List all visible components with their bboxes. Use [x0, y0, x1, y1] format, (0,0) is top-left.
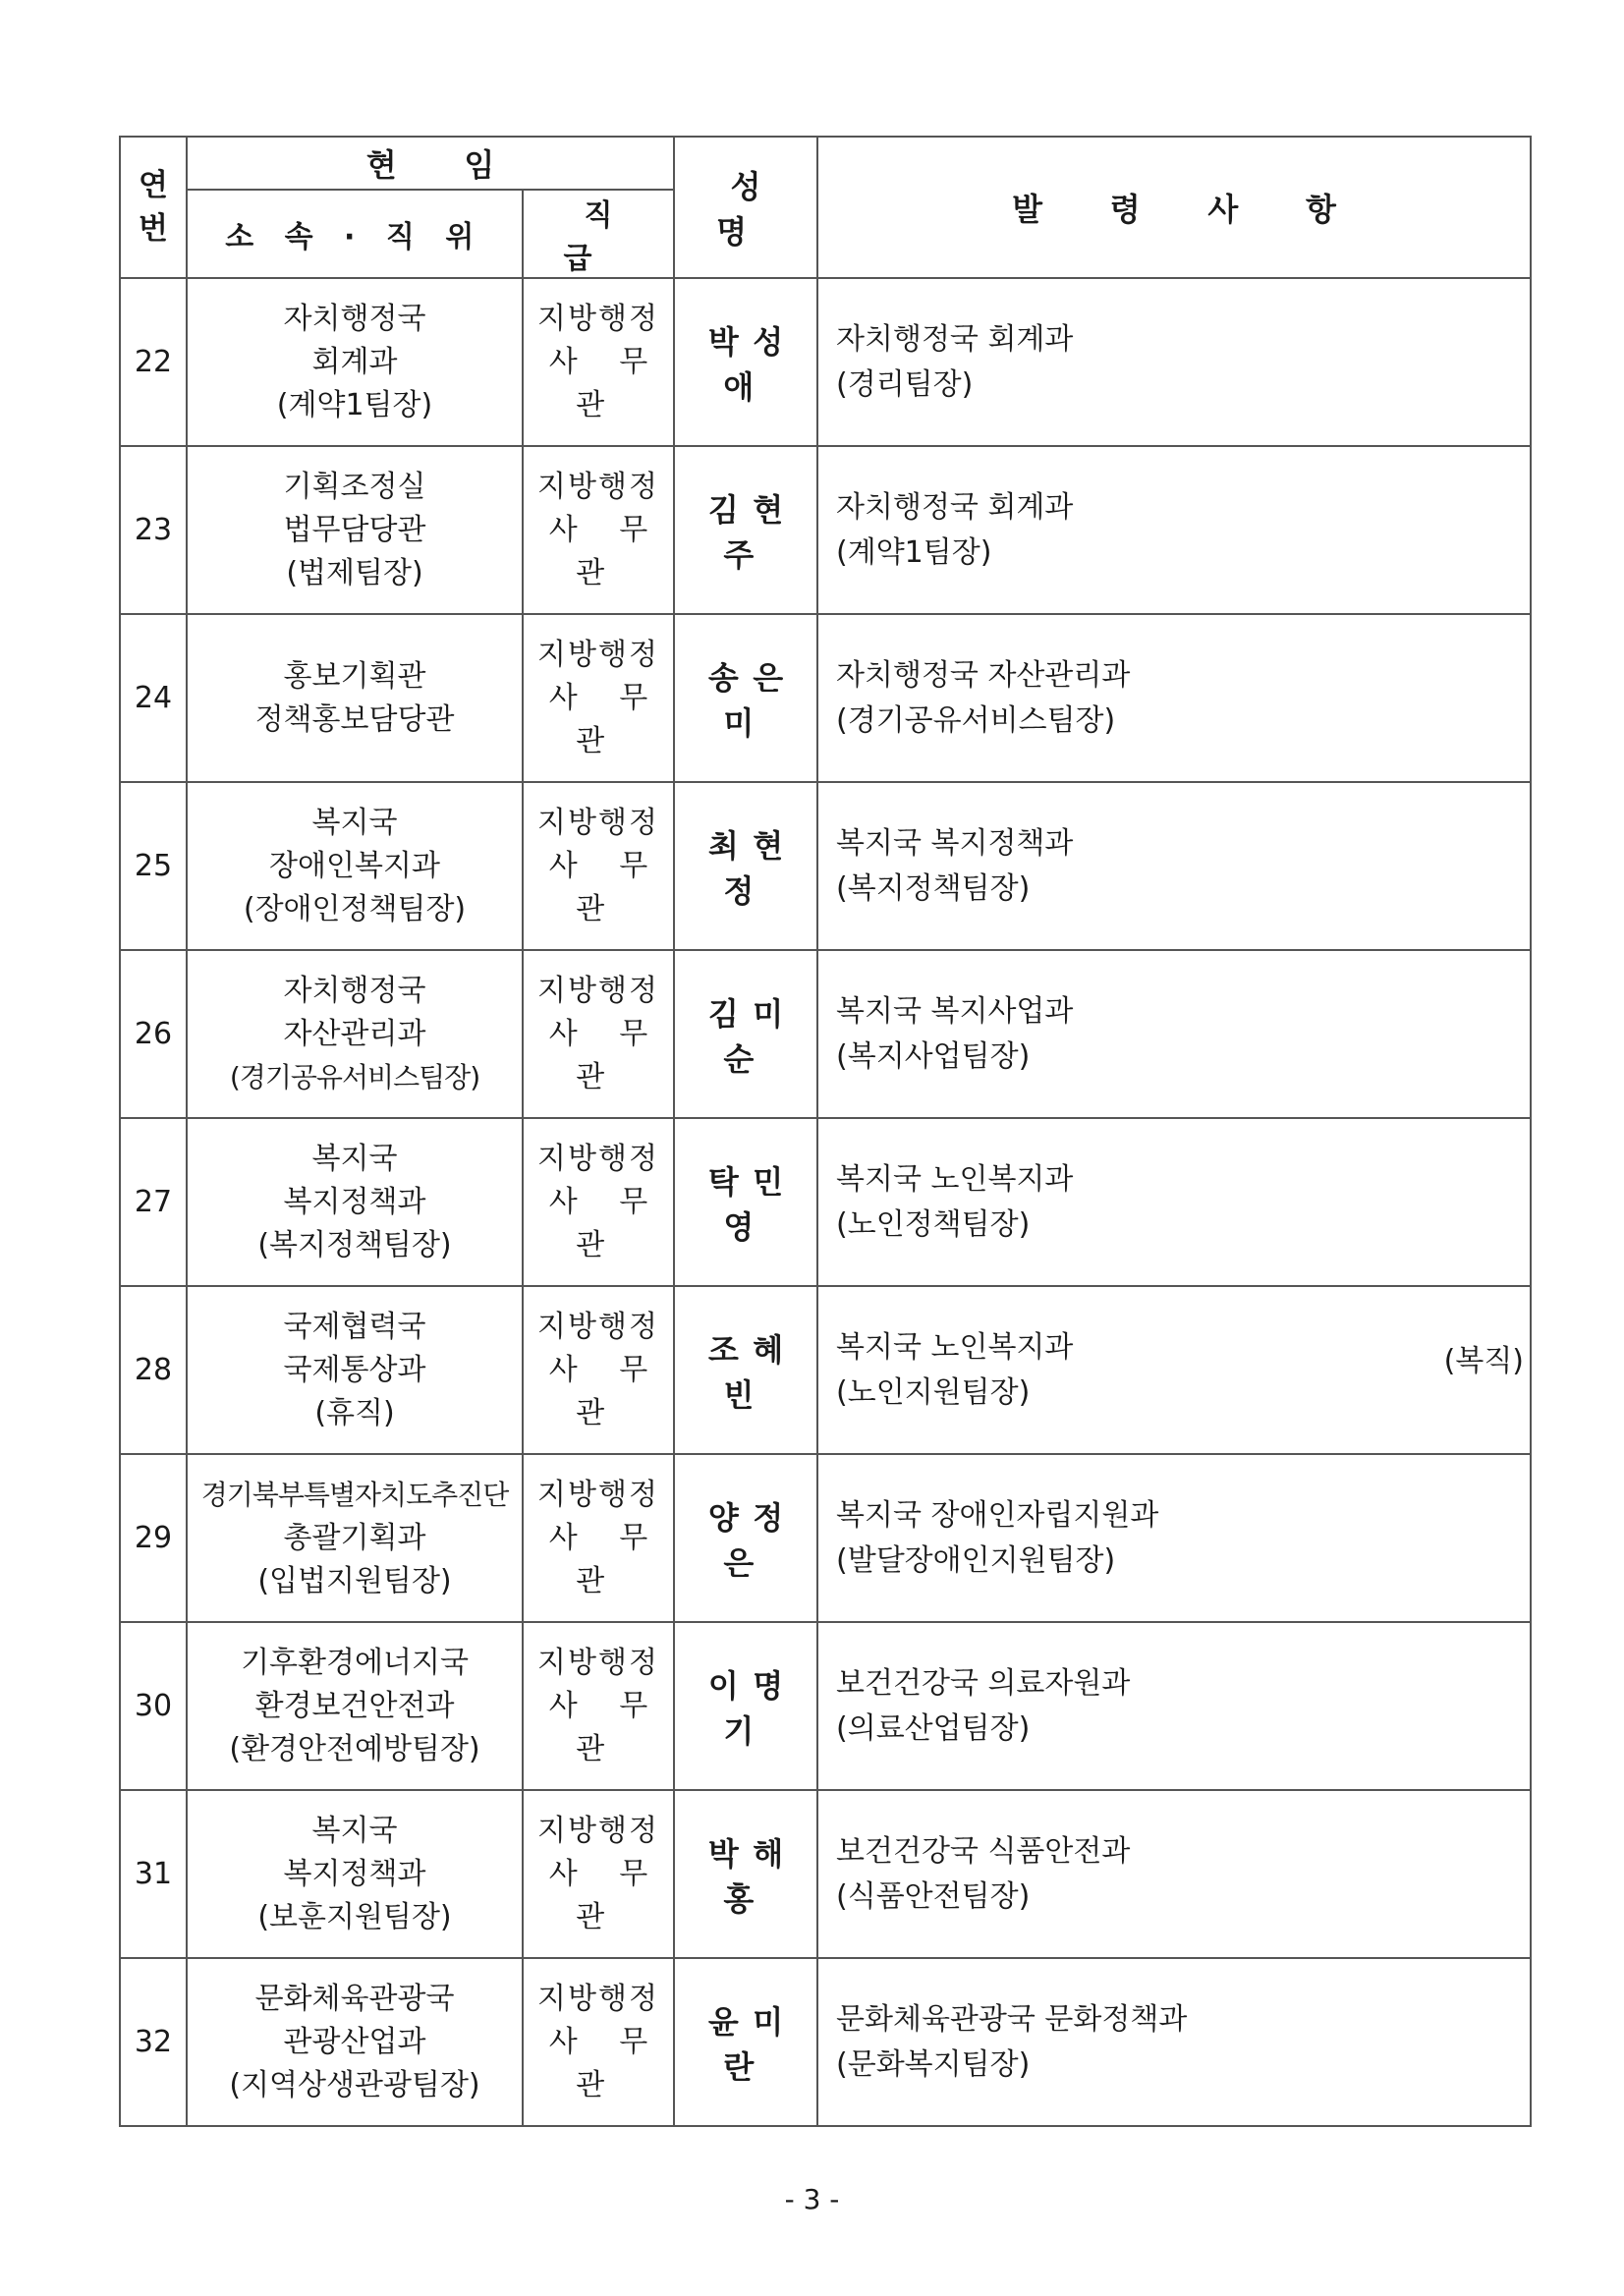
org-line: 기후환경에너지국: [241, 1645, 469, 1680]
grade: [523, 950, 674, 1118]
appointment-line: 복지국 복지사업과: [836, 993, 1074, 1029]
grade: [523, 446, 674, 614]
appointment-line: (노인정책팀장): [836, 1206, 1031, 1242]
org-line: 홍보기획관: [283, 658, 426, 694]
org-line: 장애인복지과: [269, 848, 440, 883]
org-line: 복지국: [311, 1141, 398, 1176]
appointment-line: 복지국 노인복지과: [836, 1329, 1074, 1365]
grade-line-2: 사 무 관: [548, 2024, 664, 2102]
seq-number: 29: [120, 1454, 187, 1622]
person-name: 김현주: [674, 446, 817, 614]
grade-line-1: 지방행정: [537, 1645, 659, 1680]
table-row: [120, 1958, 1531, 2126]
org-line: 복지국: [311, 1813, 398, 1848]
org-line: 복지정책과: [283, 1184, 426, 1219]
org-line: 복지국: [311, 805, 398, 840]
appointment: [817, 446, 1531, 614]
table-row: [120, 1118, 1531, 1286]
person-name: 최현정: [674, 782, 817, 950]
appointment-line: (식품안전팀장): [836, 1878, 1031, 1914]
grade: [523, 1118, 674, 1286]
current-affiliation: [187, 950, 523, 1118]
org-line: (환경안전예방팀장): [229, 1731, 480, 1766]
header-seq: 연 번: [120, 137, 187, 278]
grade-line-2: 사 무 관: [548, 1856, 664, 1934]
grade-line-1: 지방행정: [537, 1813, 659, 1848]
header-affiliation: 소 속 · 직 위: [187, 190, 523, 278]
table-row: [120, 1454, 1531, 1622]
appointment-line: 복지국 복지정책과: [836, 825, 1074, 861]
seq-number: 30: [120, 1622, 187, 1790]
appointment-line: (의료산업팀장): [836, 1710, 1031, 1746]
person-name: 송은미: [674, 614, 817, 782]
org-line: 정책홍보담당관: [254, 701, 455, 737]
grade: [523, 782, 674, 950]
grade: [523, 1622, 674, 1790]
appointment-line: 자치행정국 회계과: [836, 489, 1074, 525]
org-line: 국제협력국: [283, 1309, 426, 1344]
org-line: (복지정책팀장): [257, 1227, 452, 1262]
grade-line-1: 지방행정: [537, 1309, 659, 1344]
grade-line-2: 사 무 관: [548, 344, 664, 422]
table-row: [120, 1790, 1531, 1958]
appointment-line: 보건건강국 식품안전과: [836, 1833, 1131, 1869]
appointment-line: (발달장애인지원팀장): [836, 1542, 1116, 1578]
org-line: 법무담당관: [283, 512, 426, 547]
grade-line-2: 사 무 관: [548, 1016, 664, 1094]
org-line: 국제통상과: [283, 1352, 426, 1387]
table-row: [120, 446, 1531, 614]
appointment-line: (경기공유서비스팀장): [836, 702, 1116, 738]
grade: [523, 1286, 674, 1454]
table-row: [120, 614, 1531, 782]
appointment-line: (노인지원팀장): [836, 1374, 1031, 1410]
table-row: [120, 1286, 1531, 1454]
appointment-line: (경리팀장): [836, 366, 974, 402]
appointment-note: (복직): [1443, 1343, 1525, 1378]
person-name: 윤미란: [674, 1958, 817, 2126]
org-line: 총괄기획과: [283, 1520, 426, 1555]
appointment-line: (계약1팀장): [836, 534, 992, 570]
org-line: (보훈지원팀장): [257, 1899, 452, 1934]
org-line: (경기공유서비스팀장): [229, 1060, 480, 1093]
appointment: [817, 1454, 1531, 1622]
org-line: 문화체육관광국: [254, 1981, 455, 2016]
org-line: (휴직): [314, 1395, 395, 1430]
appointment: [817, 278, 1531, 446]
grade-line-2: 사 무 관: [548, 512, 664, 590]
current-affiliation: [187, 1454, 523, 1622]
org-line: 복지정책과: [283, 1856, 426, 1891]
appointment: [817, 1286, 1531, 1454]
grade-line-2: 사 무 관: [548, 848, 664, 926]
org-line: 경기북부특별자치도추진단: [200, 1478, 509, 1511]
org-line: (장애인정책팀장): [243, 891, 467, 926]
person-name: 박해홍: [674, 1790, 817, 1958]
grade-line-1: 지방행정: [537, 1141, 659, 1176]
appointment: [817, 614, 1531, 782]
seq-number: 32: [120, 1958, 187, 2126]
org-line: (법제팀장): [286, 555, 423, 590]
grade: [523, 1790, 674, 1958]
header-grade: 직 급: [523, 190, 674, 278]
org-line: 자치행정국: [283, 301, 426, 336]
appointment: [817, 950, 1531, 1118]
grade-line-1: 지방행정: [537, 973, 659, 1008]
appointment-line: (복지사업팀장): [836, 1038, 1031, 1074]
org-line: 환경보건안전과: [254, 1688, 455, 1723]
grade-line-2: 사 무 관: [548, 1688, 664, 1766]
current-affiliation: [187, 1622, 523, 1790]
personnel-table: [119, 136, 1532, 2127]
grade-line-2: 사 무 관: [548, 1184, 664, 1262]
org-line: 기획조정실: [283, 469, 426, 504]
current-affiliation: [187, 782, 523, 950]
appointment-line: 보건건강국 의료자원과: [836, 1665, 1131, 1701]
seq-number: 31: [120, 1790, 187, 1958]
seq-number: 23: [120, 446, 187, 614]
grade: [523, 278, 674, 446]
appointment: [817, 1790, 1531, 1958]
grade: [523, 614, 674, 782]
header-current: 현 임: [187, 137, 674, 190]
grade-line-2: 사 무 관: [548, 680, 664, 758]
table-row: [120, 950, 1531, 1118]
appointment: [817, 1118, 1531, 1286]
grade-line-1: 지방행정: [537, 469, 659, 504]
seq-number: 24: [120, 614, 187, 782]
grade-line-2: 사 무 관: [548, 1352, 664, 1430]
grade-line-2: 사 무 관: [548, 1520, 664, 1598]
header-appointment: 발 령 사 항: [817, 137, 1531, 278]
seq-number: 26: [120, 950, 187, 1118]
appointment-line: 복지국 노인복지과: [836, 1161, 1074, 1197]
seq-number: 25: [120, 782, 187, 950]
appointment-line: (문화복지팀장): [836, 2046, 1031, 2082]
current-affiliation: [187, 1958, 523, 2126]
appointment-line: 복지국 장애인자립지원과: [836, 1497, 1159, 1533]
appointment-line: (복지정책팀장): [836, 870, 1031, 906]
appointment: [817, 1958, 1531, 2126]
org-line: 자산관리과: [283, 1016, 426, 1051]
grade-line-1: 지방행정: [537, 805, 659, 840]
table-row: [120, 278, 1531, 446]
grade-line-1: 지방행정: [537, 1477, 659, 1512]
header-row-1: [120, 137, 1531, 190]
person-name: 탁민영: [674, 1118, 817, 1286]
person-name: 조혜빈: [674, 1286, 817, 1454]
person-name: 박성애: [674, 278, 817, 446]
seq-number: 27: [120, 1118, 187, 1286]
current-affiliation: [187, 614, 523, 782]
current-affiliation: [187, 1286, 523, 1454]
person-name: 양정은: [674, 1454, 817, 1622]
appointment: [817, 1622, 1531, 1790]
seq-number: 28: [120, 1286, 187, 1454]
org-line: (계약1팀장): [276, 387, 433, 422]
current-affiliation: [187, 278, 523, 446]
grade: [523, 1454, 674, 1622]
grade-line-1: 지방행정: [537, 301, 659, 336]
appointment-line: 문화체육관광국 문화정책과: [836, 2001, 1188, 2037]
org-line: 관광산업과: [283, 2024, 426, 2059]
appointment-line: 자치행정국 회계과: [836, 321, 1074, 357]
table-row: [120, 782, 1531, 950]
appointment: [817, 782, 1531, 950]
person-name: 이명기: [674, 1622, 817, 1790]
current-affiliation: [187, 1118, 523, 1286]
header-name: 성 명: [674, 137, 817, 278]
current-affiliation: [187, 1790, 523, 1958]
org-line: (입법지원팀장): [257, 1563, 452, 1598]
grade: [523, 1958, 674, 2126]
org-line: 회계과: [311, 344, 398, 379]
org-line: 자치행정국: [283, 973, 426, 1008]
current-affiliation: [187, 446, 523, 614]
seq-number: 22: [120, 278, 187, 446]
grade-line-1: 지방행정: [537, 637, 659, 672]
appointment-line: 자치행정국 자산관리과: [836, 657, 1131, 693]
person-name: 김미순: [674, 950, 817, 1118]
page-number: - 3 -: [784, 2183, 840, 2215]
grade-line-1: 지방행정: [537, 1981, 659, 2016]
table-row: [120, 1622, 1531, 1790]
org-line: (지역상생관광팀장): [229, 2067, 480, 2102]
